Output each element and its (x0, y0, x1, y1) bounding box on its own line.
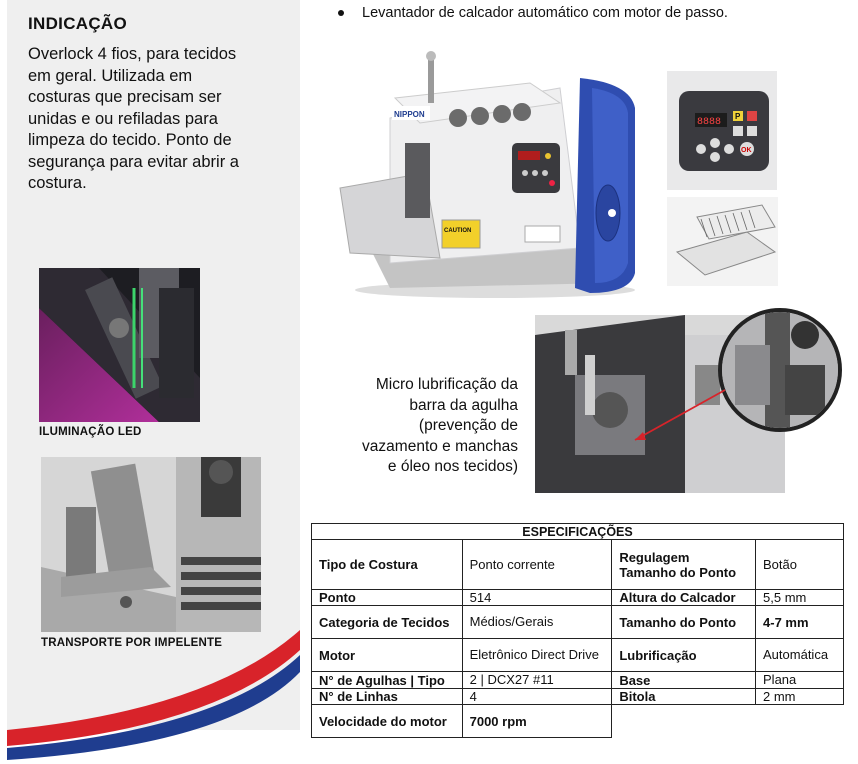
spec-label: N° de Linhas (312, 689, 463, 705)
table-row (312, 705, 844, 738)
spec-value: Eletrônico Direct Drive (462, 639, 612, 672)
table-row (312, 590, 844, 606)
spec-value: 514 (462, 590, 612, 606)
indicacao-line: costuras que precisam ser (28, 88, 222, 106)
spec-value: Automática (756, 639, 844, 672)
indicacao-line: unidas e ou refiladas para (28, 109, 218, 128)
led-illumination-photo (39, 268, 200, 422)
indicacao-text (28, 44, 278, 195)
spec-empty-cell (756, 705, 844, 738)
panel-p-key: P (735, 112, 741, 121)
spec-value: Ponto corrente (462, 540, 612, 590)
spec-label: Bitola (612, 689, 756, 705)
spec-label: Altura do Calcador (612, 590, 756, 606)
spec-value: Botão (756, 540, 844, 590)
spec-value: 5,5 mm (756, 590, 844, 606)
spec-label: Tamanho do Ponto (612, 606, 756, 639)
table-row (312, 672, 844, 689)
table-row (312, 639, 844, 672)
spec-label: Lubrificação (612, 639, 756, 672)
spec-value: Plana (756, 672, 844, 689)
feature-bullet-text: Levantador de calcador automático com motor de passo. (362, 5, 728, 21)
specs-title: ESPECIFICAÇÕES (312, 524, 844, 540)
spec-value: 2 mm (756, 689, 844, 705)
table-row (312, 606, 844, 639)
indicacao-line: em geral. Utilizada em (28, 66, 193, 85)
specifications-table (311, 523, 844, 738)
micro-line: vazamento e manchas (362, 437, 518, 455)
spec-value: Médios/Gerais (462, 606, 612, 639)
feature-bullet (338, 5, 728, 21)
spec-label: Base (612, 672, 756, 689)
control-panel-closeup (667, 71, 777, 190)
machine-brand: NIPPON (394, 110, 425, 119)
micro-line: e óleo nos tecidos) (387, 458, 518, 475)
micro-lubrication-text (328, 375, 518, 478)
indicacao-line: limpeza do tecido. Ponto de (28, 131, 232, 149)
panel-ok-key: OK (741, 147, 752, 154)
transport-photo (41, 457, 261, 632)
micro-line: barra da agulha (409, 396, 518, 414)
bullet-icon (338, 10, 344, 16)
led-caption: ILUMINAÇÃO LED (39, 426, 142, 438)
spec-label: Motor (312, 639, 463, 672)
micro-line: (prevenção de (418, 417, 518, 434)
spec-label: N° de Agulhas | Tipo (312, 672, 463, 689)
lubrication-mechanism-photo (535, 295, 844, 493)
spec-value: 2 | DCX27 #11 (462, 672, 612, 689)
spec-value: 7000 rpm (462, 705, 612, 738)
indicacao-line: Overlock 4 fios, para tecidos (28, 45, 237, 63)
table-row (312, 540, 844, 590)
spec-label: Ponto (312, 590, 463, 606)
table-row (312, 689, 844, 705)
indicacao-line: segurança para evitar abrir a (28, 152, 239, 171)
overlock-machine-image (330, 48, 642, 300)
spec-label: Regulagem Tamanho do Ponto (612, 540, 756, 590)
indicacao-line: costura. (28, 174, 87, 192)
table-header-row (312, 524, 844, 540)
spec-label: Categoria de Tecidos (312, 606, 463, 639)
stitch-diagram (667, 197, 778, 286)
transport-caption: TRANSPORTE POR IMPELENTE (41, 637, 223, 649)
spec-empty-cell (612, 705, 756, 738)
indicacao-title: INDICAÇÃO (28, 14, 128, 33)
micro-line: Micro lubrificação da (375, 376, 518, 393)
spec-value: 4 (462, 689, 612, 705)
caution-label: CAUTION (444, 228, 472, 234)
spec-label: Tipo de Costura (312, 540, 463, 590)
spec-label: Velocidade do motor (312, 705, 463, 738)
panel-display: 8888 (697, 117, 722, 128)
spec-value: 4-7 mm (756, 606, 844, 639)
